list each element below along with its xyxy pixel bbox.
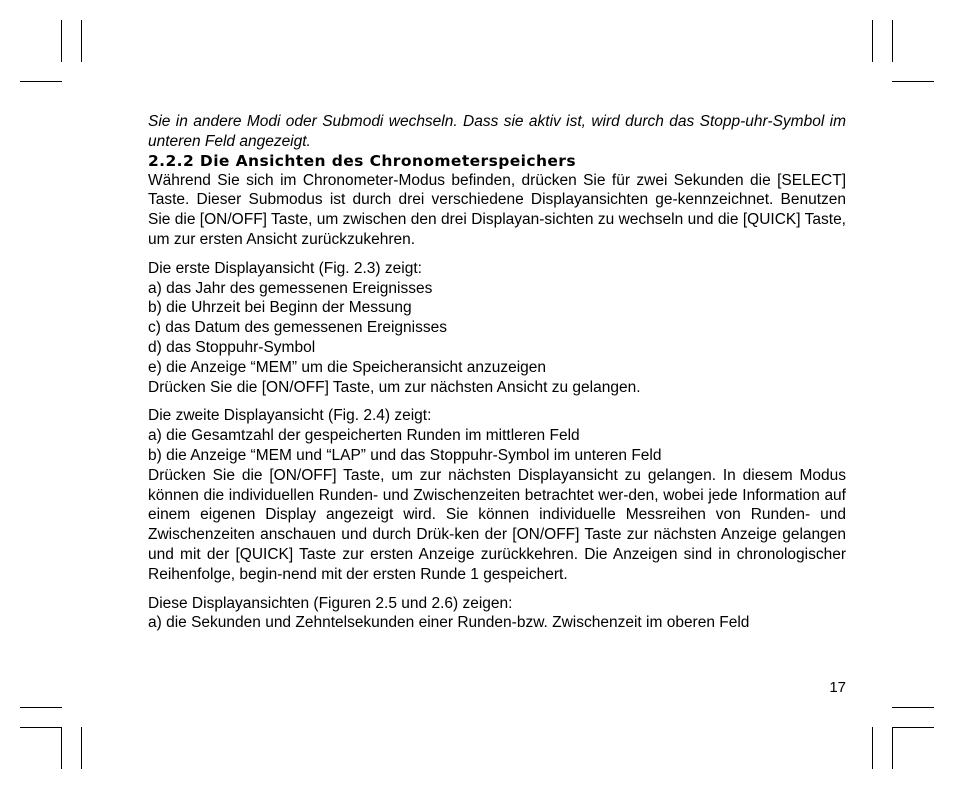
crop-mark-bottom-left-vertical-outer bbox=[61, 727, 62, 769]
crop-mark-bottom-left-vertical-inner bbox=[81, 727, 82, 769]
list-item: b) die Anzeige “MEM und “LAP” und das Stoppuhr-Symbol im unteren Feld bbox=[148, 446, 662, 464]
list-item: b) die Uhrzeit bei Beginn der Messung bbox=[148, 299, 412, 317]
page-content bbox=[148, 112, 846, 633]
crop-mark-top-right-horizontal bbox=[892, 81, 934, 82]
list-item: e) die Anzeige “MEM” um die Speicheransicht anzuzeigen bbox=[148, 358, 547, 376]
second-view-intro: Die zweite Displayansicht (Fig. 2.4) zeigt: bbox=[148, 407, 432, 425]
crop-mark-top-left-vertical-outer bbox=[61, 20, 62, 62]
second-view-paragraph: Drücken Sie die [ON/OFF] Taste, um zur nächsten Displayansicht zu gelangen. In diesem Modus können die individuellen Runden- und Zwischenzeiten betrachtet wer-den, wobei jede Information auf einem eigenen Display angezeigt wird. Sie können individuelle Messreihen von Runden- und Zwischenzeiten anschauen und durch Drük-ken der [ON/OFF] Taste zur nächsten Anzeige gelangen und mit der [QUICK] Taste zur ersten Anzeige zurückkehren. Die Anzeigen sind in chronologischer Reihenfolge, begin-nend mit der ersten Runde 1 gespeichert. bbox=[148, 466, 846, 583]
crop-mark-bottom-left-horizontal-outer bbox=[20, 707, 62, 708]
list-item: a) das Jahr des gemessenen Ereignisses bbox=[148, 279, 433, 297]
list-item: d) das Stoppuhr-Symbol bbox=[148, 338, 316, 356]
first-view-intro: Die erste Displayansicht (Fig. 2.3) zeigt: bbox=[148, 259, 422, 277]
page-number: 17 bbox=[829, 679, 846, 696]
crop-mark-top-right-vertical-outer bbox=[892, 20, 893, 62]
crop-mark-top-left-vertical-inner bbox=[81, 20, 82, 62]
list-item: a) die Sekunden und Zehntelsekunden einer Runden-bzw. Zwischenzeit im oberen Feld bbox=[148, 614, 750, 632]
intro-paragraph: Sie in andere Modi oder Submodi wechseln. Dass sie aktiv ist, wird durch das Stopp-uhr-Symbol im unteren Feld angezeigt. bbox=[148, 113, 846, 150]
third-view-intro: Diese Displayansichten (Figuren 2.5 und 2.6) zeigen: bbox=[148, 594, 513, 612]
section-heading: 2.2.2 Die Ansichten des Chronometerspeichers bbox=[148, 151, 576, 170]
crop-mark-top-left-horizontal bbox=[20, 81, 62, 82]
crop-mark-bottom-right-vertical-outer bbox=[892, 727, 893, 769]
first-view-footer: Drücken Sie die [ON/OFF] Taste, um zur nächsten Ansicht zu gelangen. bbox=[148, 378, 641, 396]
list-item: c) das Datum des gemessenen Ereignisses bbox=[148, 319, 447, 337]
crop-mark-bottom-left-horizontal-inner bbox=[20, 727, 62, 728]
list-item: a) die Gesamtzahl der gespeicherten Runden im mittleren Feld bbox=[148, 427, 580, 445]
crop-mark-bottom-right-horizontal-outer bbox=[892, 707, 934, 708]
crop-mark-bottom-right-horizontal-inner bbox=[892, 727, 934, 728]
crop-mark-bottom-right-vertical-inner bbox=[872, 727, 873, 769]
crop-mark-top-right-vertical-inner bbox=[872, 20, 873, 62]
chronometer-memory-paragraph: Während Sie sich im Chronometer-Modus befinden, drücken Sie für zwei Sekunden die [SELECT] Taste. Dieser Submodus ist durch drei verschiedene Displayansichten ge-kennzeichnet. Benutzen Sie die [ON/OFF] Taste, um zwischen den drei Displayan-sichten zu wechseln und die [QUICK] Taste, um zur ersten Ansicht zurückzukehren. bbox=[148, 171, 846, 248]
